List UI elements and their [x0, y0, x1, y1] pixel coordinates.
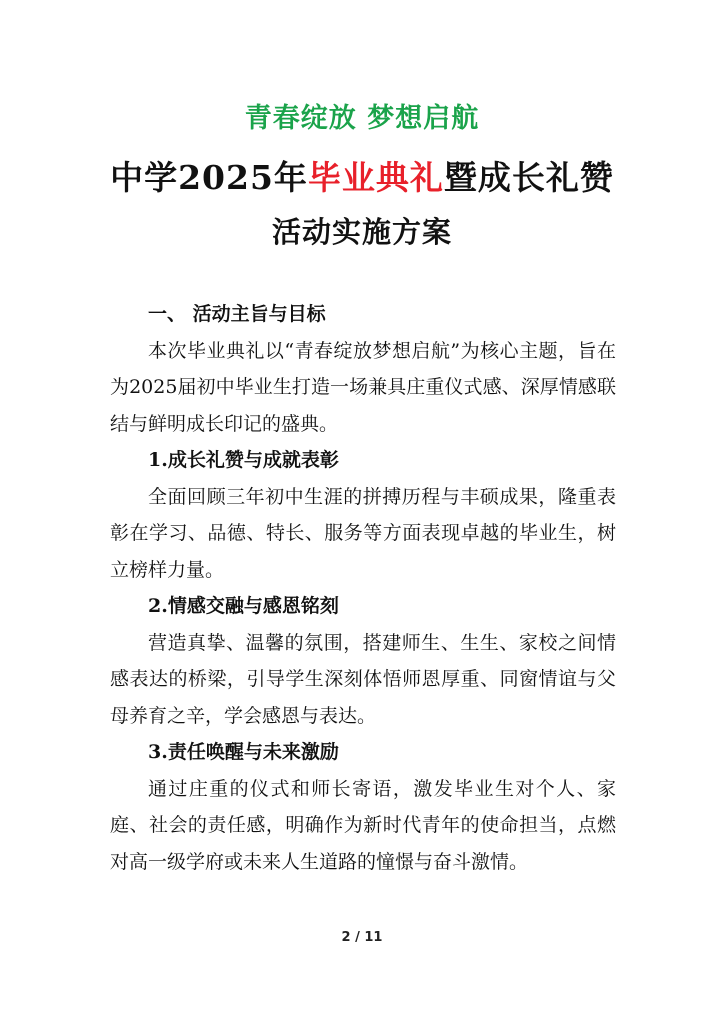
section-heading: 3.责任唤醒与未来激励 [148, 741, 339, 763]
title-highlight: 毕业典礼 [307, 158, 444, 197]
section-paragraph: 本次毕业典礼以“青春绽放梦想启航”为核心主题，旨在为2025届初中毕业生打造一场兼具庄重仪式感、深厚情感联结与鲜明成长印记的盛典。 [110, 339, 616, 435]
title-prefix: 中学2025年 [110, 158, 308, 197]
section-heading: 1.成长礼赞与成就表彰 [148, 449, 339, 471]
page-number: 2 / 11 [341, 930, 383, 945]
section-heading: 一、 活动主旨与目标 [148, 303, 326, 325]
document-title [0, 152, 724, 199]
section-paragraph: 营造真挚、温馨的氛围，搭建师生、生生、家校之间情感表达的桥梁，引导学生深刻体悟师恩厚重、同窗情谊与父母养育之辛，学会感恩与表达。 [110, 631, 616, 727]
document-subtitle: 活动实施方案 [271, 215, 452, 249]
section-paragraph: 通过庄重的仪式和师长寄语，激发毕业生对个人、家庭、社会的责任感，明确作为新时代青年的使命担当，点燃对高一级学府或未来人生道路的憧憬与奋斗激情。 [110, 777, 616, 873]
title-suffix: 暨成长礼赞 [443, 158, 614, 197]
document-body [110, 296, 616, 880]
section-paragraph: 全面回顾三年初中生涯的拼搏历程与丰硕成果，隆重表彰在学习、品德、特长、服务等方面表现卓越的毕业生，树立榜样力量。 [110, 485, 616, 581]
tagline: 青春绽放 梦想启航 [244, 103, 480, 134]
section-heading: 2.情感交融与感恩铭刻 [148, 595, 339, 617]
